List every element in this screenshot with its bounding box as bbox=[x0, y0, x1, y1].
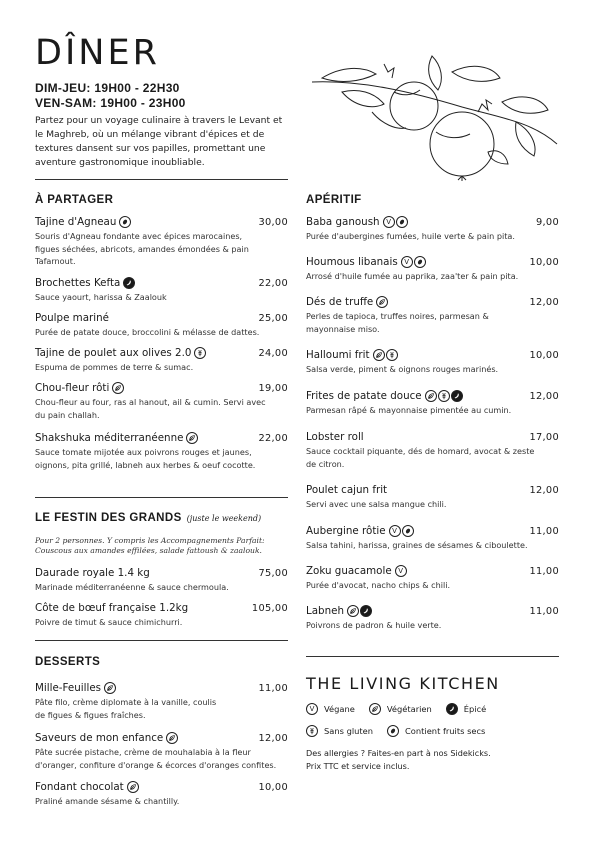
menu-item bbox=[35, 681, 288, 721]
item-name: Côte de bœuf française 1.2kg bbox=[35, 602, 189, 614]
legend-row bbox=[306, 725, 499, 737]
chili-icon bbox=[123, 277, 135, 289]
menu-item bbox=[306, 389, 559, 417]
leaf-icon bbox=[104, 682, 116, 694]
item-price: 10,00 bbox=[258, 781, 288, 793]
menu-item bbox=[306, 524, 559, 552]
item-price: 105,00 bbox=[251, 602, 288, 614]
leaf-icon bbox=[127, 781, 139, 793]
item-price: 11,00 bbox=[529, 605, 559, 617]
wheat-icon bbox=[194, 347, 206, 359]
nut-icon bbox=[402, 525, 414, 537]
allergy-line: Des allergies ? Faites-en part à nos Sidekicks. bbox=[306, 748, 491, 758]
chili-icon bbox=[446, 703, 458, 715]
item-price: 12,00 bbox=[529, 296, 559, 308]
item-price: 11,00 bbox=[529, 565, 559, 577]
item-name: Poulet cajun frit bbox=[306, 484, 388, 496]
hours-weekday: DIM-JEU: 19H00 - 22H30 bbox=[35, 81, 180, 95]
festin-intro-line: Couscous aux amandes effilées, salade fattoush & zaalouk. bbox=[35, 546, 262, 555]
item-description: Espuma de pommes de terre & sumac. bbox=[35, 362, 194, 372]
item-price: 12,00 bbox=[258, 732, 288, 744]
menu-item bbox=[306, 564, 559, 592]
item-name: Shakshuka méditerranéenne bbox=[35, 432, 184, 444]
item-description: Sauce tomate mijotée aux poivrons rouges et jaunes, oignons, pita grillé, labneh aux herbes & oeuf cocotte. bbox=[35, 447, 256, 470]
item-price: 17,00 bbox=[529, 431, 559, 443]
item-name: Halloumi frit bbox=[306, 349, 370, 361]
wheat-icon bbox=[386, 349, 398, 361]
vegan-icon: V bbox=[389, 525, 401, 537]
item-name: Labneh bbox=[306, 605, 344, 617]
festin-intro bbox=[35, 536, 288, 556]
section-divider bbox=[306, 656, 559, 657]
vegan-icon: V bbox=[383, 216, 395, 228]
item-description: Arrosé d'huile fumée au paprika, zaa'ter & pain pita. bbox=[306, 271, 519, 281]
legend-vegan bbox=[306, 703, 355, 715]
wheat-icon bbox=[306, 725, 318, 737]
item-name: Daurade royale 1.4 kg bbox=[35, 567, 150, 579]
item-description: Praliné amande sésame & chantilly. bbox=[35, 796, 180, 806]
festin-intro-line: Pour 2 personnes. Y compris les Accompagnements Parfait: bbox=[35, 536, 265, 545]
item-description: Purée d'aubergines fumées, huile verte & pain pita. bbox=[306, 231, 515, 241]
festin-note: (juste le weekend) bbox=[186, 514, 262, 523]
item-price: 9,00 bbox=[535, 216, 559, 228]
menu-item bbox=[306, 430, 559, 470]
leaf-icon bbox=[347, 605, 359, 617]
vegan-icon: V bbox=[306, 703, 318, 715]
item-name: Chou-fleur rôti bbox=[35, 382, 110, 394]
legend-nuts bbox=[387, 725, 485, 737]
legend-label: Épicé bbox=[463, 704, 487, 714]
menu-item bbox=[35, 780, 288, 808]
menu-item bbox=[35, 566, 288, 594]
item-name: Saveurs de mon enfance bbox=[35, 732, 164, 744]
menu-item bbox=[35, 311, 288, 339]
nut-icon bbox=[414, 256, 426, 268]
leaf-icon bbox=[373, 349, 385, 361]
legend-label: Contient fruits secs bbox=[405, 726, 486, 736]
page-title: DÎNER bbox=[35, 33, 160, 73]
menu-item bbox=[35, 276, 288, 304]
item-description: Servi avec une salsa mangue chili. bbox=[306, 499, 447, 509]
leaf-icon bbox=[376, 296, 388, 308]
festin-title: LE FESTIN DES GRANDS bbox=[35, 512, 182, 524]
leaf-icon bbox=[369, 703, 381, 715]
item-description: Poivrons de padron & huile verte. bbox=[306, 620, 442, 630]
item-price: 24,00 bbox=[258, 347, 288, 359]
menu-item bbox=[306, 295, 559, 335]
item-description: Sauce yaourt, harissa & Zaalouk bbox=[35, 292, 167, 302]
legend-label: Sans gluten bbox=[324, 726, 374, 736]
item-description: Marinade méditerranéenne & sauce chermoula. bbox=[35, 582, 229, 592]
legend-label: Végétarien bbox=[386, 704, 432, 714]
section-divider bbox=[35, 497, 288, 498]
nut-icon bbox=[119, 216, 131, 228]
menu-item bbox=[306, 604, 559, 632]
item-price: 25,00 bbox=[258, 312, 288, 324]
item-name: Poulpe mariné bbox=[35, 312, 109, 324]
item-description: Perles de tapioca, truffes noires, parmesan & mayonnaise miso. bbox=[306, 311, 489, 334]
item-description: Salsa tahini, harissa, graines de sésames & ciboulette. bbox=[306, 540, 528, 550]
header-divider bbox=[35, 179, 288, 180]
section-title-aperitif: APÉRITIF bbox=[306, 194, 362, 206]
item-description: Salsa verde, piment & oignons rouges marinés. bbox=[306, 364, 499, 374]
item-price: 19,00 bbox=[258, 382, 288, 394]
chili-icon bbox=[360, 605, 372, 617]
menu-item bbox=[35, 215, 288, 268]
item-price: 12,00 bbox=[529, 484, 559, 496]
item-description: Purée de patate douce, broccolini & mélasse de dattes. bbox=[35, 327, 260, 337]
item-price: 10,00 bbox=[529, 256, 559, 268]
menu-item bbox=[35, 431, 288, 471]
item-name: Tajine d'Agneau bbox=[35, 216, 117, 228]
item-name: Mille-Feuilles bbox=[35, 682, 102, 694]
brand-name: THE LIVING KITCHEN bbox=[306, 674, 500, 693]
item-name: Tajine de poulet aux olives 2.0 bbox=[35, 347, 192, 359]
item-price: 10,00 bbox=[529, 349, 559, 361]
legend-label: Végane bbox=[324, 704, 355, 714]
item-price: 12,00 bbox=[529, 390, 559, 402]
item-description: Parmesan râpé & mayonnaise pimentée au cumin. bbox=[306, 405, 512, 415]
menu-item bbox=[35, 381, 288, 421]
item-name: Frites de patate douce bbox=[306, 390, 422, 402]
wheat-icon bbox=[438, 390, 450, 402]
item-description: Pâte filo, crème diplomate à la vanille, coulis de figues & figues fraîches. bbox=[35, 697, 217, 720]
nut-icon bbox=[396, 216, 408, 228]
item-name: Zoku guacamole bbox=[306, 565, 392, 577]
menu-item bbox=[35, 731, 288, 771]
item-description: Pâte sucrée pistache, crème de mouhalabia à la fleur d'oranger, confiture d'orange & écorces d'oranges confites. bbox=[35, 747, 277, 770]
vegan-icon: V bbox=[401, 256, 413, 268]
menu-item bbox=[35, 346, 288, 374]
item-name: Dés de truffe bbox=[306, 296, 374, 308]
item-name: Houmous libanais bbox=[306, 256, 398, 268]
vegan-icon: V bbox=[395, 565, 407, 577]
item-price: 30,00 bbox=[258, 216, 288, 228]
menu-item bbox=[306, 215, 559, 243]
legend-spicy bbox=[446, 703, 486, 715]
menu-item bbox=[306, 483, 559, 511]
section-title-partager: À PARTAGER bbox=[35, 194, 114, 206]
leaf-icon bbox=[425, 390, 437, 402]
legend-gluten-free bbox=[306, 725, 373, 737]
hours-weekend: VEN-SAM: 19H00 - 23H00 bbox=[35, 96, 186, 110]
section-title-desserts: DESSERTS bbox=[35, 656, 101, 668]
intro-text: Partez pour un voyage culinaire à travers le Levant et le Maghreb, où un mélange vibrant d'épices et de textures dansent sur vos papilles, promettant une aventure gastronomique inoubliable. bbox=[35, 115, 283, 168]
opening-hours bbox=[35, 81, 186, 111]
menu-item bbox=[306, 348, 559, 376]
menu-item bbox=[306, 255, 559, 283]
item-price: 11,00 bbox=[258, 682, 288, 694]
chili-icon bbox=[451, 390, 463, 402]
leaf-icon bbox=[112, 382, 124, 394]
menu-item bbox=[35, 601, 288, 629]
leaf-icon bbox=[166, 732, 178, 744]
item-price: 22,00 bbox=[258, 432, 288, 444]
item-name: Baba ganoush bbox=[306, 216, 380, 228]
item-name: Aubergine rôtie bbox=[306, 525, 386, 537]
item-name: Fondant chocolat bbox=[35, 781, 124, 793]
pomegranate-illustration bbox=[302, 52, 560, 182]
item-price: 22,00 bbox=[258, 277, 288, 289]
item-description: Sauce cocktail piquante, dés de homard, avocat & zeste de citron. bbox=[306, 446, 535, 469]
item-name: Brochettes Kefta bbox=[35, 277, 121, 289]
leaf-icon bbox=[186, 432, 198, 444]
item-description: Poivre de timut & sauce chimichurri. bbox=[35, 617, 183, 627]
section-title-festin bbox=[35, 512, 261, 524]
legend-row bbox=[306, 703, 500, 715]
section-divider bbox=[35, 640, 288, 641]
allergy-note bbox=[306, 747, 491, 773]
item-description: Chou-fleur au four, ras al hanout, ail & cumin. Servi avec du pain challah. bbox=[35, 397, 266, 420]
nut-icon bbox=[387, 725, 399, 737]
item-description: Souris d'Agneau fondante avec épices marocaines, figues séchées, abricots, amandes émondées & pain Tafarnout. bbox=[35, 231, 249, 266]
legend-vegetarian bbox=[369, 703, 432, 715]
item-price: 11,00 bbox=[529, 525, 559, 537]
item-price: 75,00 bbox=[258, 567, 288, 579]
item-name: Lobster roll bbox=[306, 431, 364, 443]
price-note: Prix TTC et service inclus. bbox=[306, 761, 410, 771]
item-description: Purée d'avocat, nacho chips & chili. bbox=[306, 580, 451, 590]
